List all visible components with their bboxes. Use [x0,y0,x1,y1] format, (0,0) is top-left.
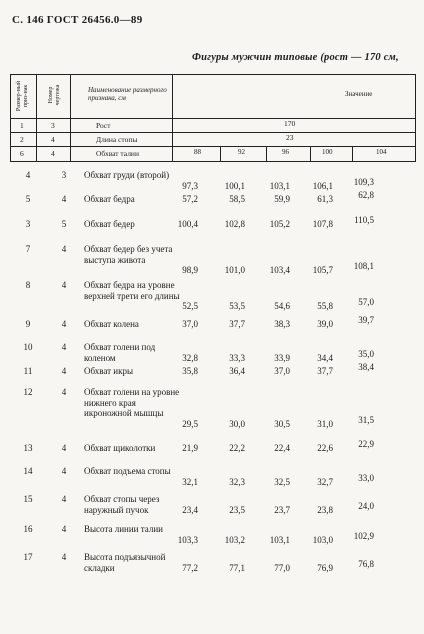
measurement-value: 103,1 [269,180,290,191]
measurement-value: 37,7 [229,319,245,329]
measurement-value: 34,4 [317,352,333,363]
measurement-value: 54,6 [274,301,290,311]
measurements-table [10,74,416,634]
measurement-value: 76,8 [358,558,374,569]
measurement-value: 100,1 [224,180,245,191]
feature-number: 15 [23,494,33,504]
measurement-value: 109,3 [353,176,374,187]
waist-size-value: 88 [194,148,201,156]
feature-name: Обхват бедра [84,194,135,204]
measurement-value: 76,9 [317,562,333,573]
feature-number: 9 [25,319,31,329]
measurement-value: 98,9 [182,265,198,275]
measurement-value: 103,2 [224,534,245,545]
chart-number: 4 [61,366,67,376]
fixed-row-name: Длина стопы [96,135,138,144]
page-header: С. 146 ГОСТ 26456.0—89 [12,14,143,26]
measurement-value: 61,3 [317,194,333,204]
measurement-value: 30,5 [274,418,290,429]
col-header-values: Значение [345,90,373,98]
waist-row-chart: 4 [51,149,55,158]
measurement-value: 39,7 [358,315,374,325]
measurement-value: 110,5 [354,215,374,225]
feature-name: Обхват щиколотки [84,443,156,453]
measurement-value: 24,0 [358,500,374,511]
chart-number: 4 [61,552,67,562]
measurement-value: 22,9 [358,439,374,449]
feature-name: Обхват подъема стопы [84,466,171,476]
table-title: Фигуры мужчин типовые (рост — 170 см, [192,52,399,63]
fixed-row-chart: 4 [51,135,55,144]
measurement-value: 32,7 [317,476,333,487]
measurement-value: 31,5 [358,414,374,425]
measurement-value: 32,5 [274,476,290,487]
measurement-value: 97,3 [182,180,198,191]
feature-number: 5 [25,194,31,204]
measurement-value: 55,8 [317,301,333,311]
feature-name: Обхват колена [84,319,139,329]
measurement-value: 62,8 [358,190,374,200]
fixed-row-value: 170 [284,119,296,128]
feature-name: Обхват бедра на уровне верхней трети его длины [84,280,180,301]
chart-number: 4 [61,194,67,204]
fixed-row-n: 2 [20,135,24,144]
col-header-name: Наименование размерного признака, см [88,86,167,102]
chart-number: 4 [61,524,67,534]
waist-size-value: 92 [238,148,245,156]
measurement-value: 59,9 [274,194,290,204]
measurement-value: 33,3 [229,352,245,363]
measurement-value: 100,4 [177,219,198,229]
measurement-value: 38,4 [358,362,374,372]
feature-number: 12 [23,387,33,397]
feature-number: 17 [23,552,33,562]
chart-number: 4 [61,319,67,329]
measurement-value: 37,7 [317,366,333,376]
measurement-value: 77,0 [274,562,290,573]
measurement-value: 35,0 [358,348,374,359]
measurement-value: 102,9 [353,530,374,541]
measurement-value: 103,0 [312,534,333,545]
col-header-feature: Размер-ный приз-нак [16,80,29,112]
measurement-value: 36,4 [229,366,245,376]
measurement-value: 38,3 [274,319,290,329]
measurement-value: 53,5 [229,301,245,311]
measurement-value: 22,4 [274,443,290,453]
measurement-value: 103,3 [177,534,198,545]
feature-name: Обхват бедер без учета выступа живота [84,244,173,265]
fixed-row-value: 23 [286,133,294,142]
measurement-value: 103,4 [269,265,290,275]
feature-number: 13 [23,443,33,453]
measurement-value: 77,2 [182,562,198,573]
waist-row-n: 6 [20,149,24,158]
feature-name: Обхват груди (второй) [84,170,170,180]
waist-size-value: 104 [376,148,387,156]
measurement-value: 57,2 [182,194,198,204]
measurement-value: 23,7 [274,504,290,515]
measurement-value: 52,5 [182,301,198,311]
measurement-value: 32,3 [229,476,245,487]
feature-name: Обхват икры [84,366,134,376]
measurement-value: 33,0 [358,472,374,483]
feature-number: 11 [23,366,33,376]
chart-number: 4 [61,387,67,397]
measurement-value: 32,8 [182,352,198,363]
measurement-value: 102,8 [224,219,245,229]
col-header-chart: Номер чертежа [48,84,61,106]
chart-number: 3 [61,170,67,180]
fixed-row-n: 1 [20,121,24,130]
waist-size-value: 100 [322,148,333,156]
feature-number: 14 [23,466,33,476]
chart-number: 4 [61,280,67,290]
measurement-value: 77,1 [229,562,245,573]
measurement-value: 57,0 [358,297,374,307]
measurement-value: 37,0 [274,366,290,376]
measurement-value: 32,1 [182,476,198,487]
waist-size-value: 96 [282,148,289,156]
feature-number: 4 [25,170,31,180]
feature-name: Обхват стопы через наружный пучок [84,494,160,515]
measurement-value: 31,0 [317,418,333,429]
feature-name: Обхват бедер [84,219,135,229]
measurement-value: 39,0 [317,319,333,329]
feature-name: Обхват голени на уровне нижнего края икроножной мышцы [84,387,180,418]
measurement-value: 105,7 [312,265,333,275]
feature-name: Высота линии талии [84,524,163,534]
measurement-value: 21,9 [182,443,198,453]
measurement-value: 58,5 [229,194,245,204]
feature-number: 10 [23,342,33,352]
measurement-value: 23,4 [182,504,198,515]
measurement-value: 106,1 [312,180,333,191]
feature-name: Высота подъязычной складки [84,552,166,573]
feature-number: 16 [23,524,33,534]
feature-name: Обхват голени под коленом [84,342,156,363]
feature-number: 3 [25,219,31,229]
feature-number: 8 [25,280,31,290]
measurement-value: 101,0 [224,265,245,275]
chart-number: 4 [61,466,67,476]
measurement-value: 108,1 [353,261,374,271]
measurement-value: 22,6 [317,443,333,453]
measurement-value: 22,2 [229,443,245,453]
chart-number: 4 [61,244,67,254]
measurement-value: 37,0 [182,319,198,329]
fixed-row-chart: 3 [51,121,55,130]
measurement-value: 23,5 [229,504,245,515]
measurement-value: 35,8 [182,366,198,376]
measurement-value: 107,8 [312,219,333,229]
measurement-value: 30,0 [229,418,245,429]
measurement-value: 29,5 [182,418,198,429]
feature-number: 7 [25,244,31,254]
fixed-row-name: Рост [96,121,111,130]
measurement-value: 103,1 [269,534,290,545]
measurement-value: 33,9 [274,352,290,363]
measurement-value: 23,8 [317,504,333,515]
chart-number: 4 [61,494,67,504]
chart-number: 4 [61,342,67,352]
chart-number: 4 [61,443,67,453]
waist-row-name: Обхват талии [96,149,139,158]
chart-number: 5 [61,219,67,229]
measurement-value: 105,2 [269,219,290,229]
